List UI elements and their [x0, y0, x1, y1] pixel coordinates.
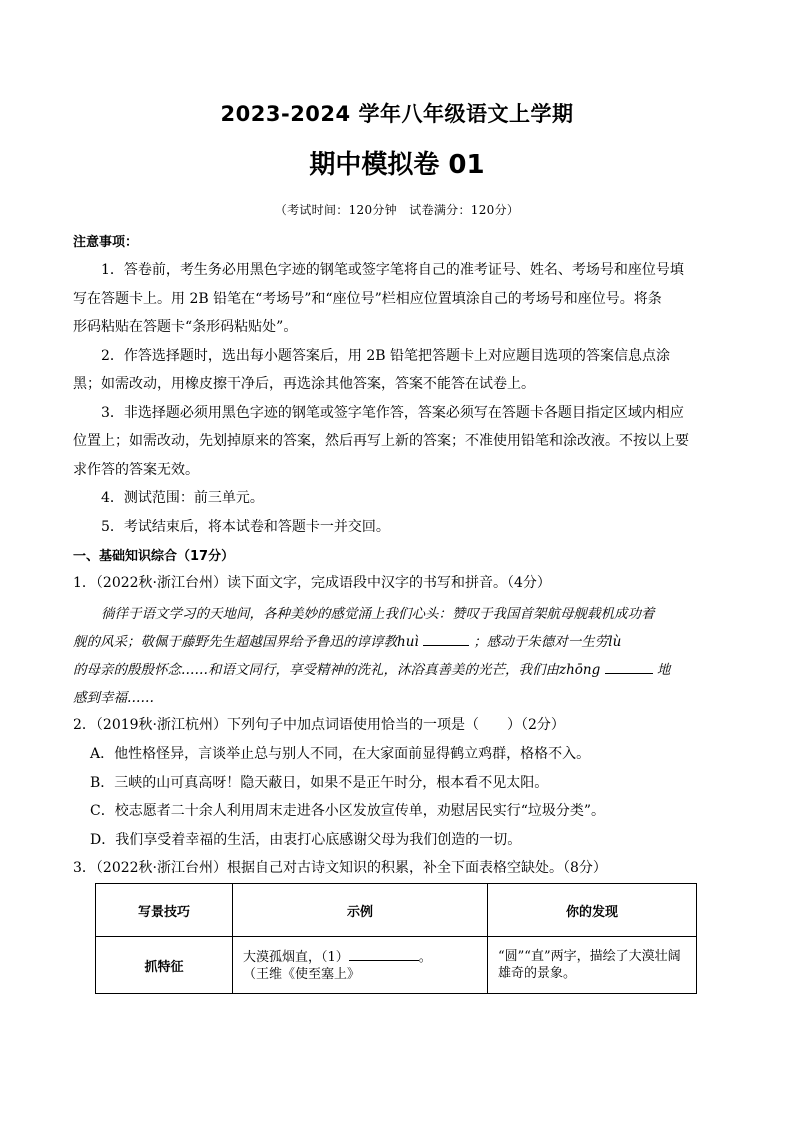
passage-text: 地	[656, 662, 671, 678]
example-cell	[233, 937, 488, 994]
notice-heading: 注意事项：	[73, 235, 139, 250]
passage-text: 的母亲的殷殷怀念……和语文同行，享受精神的洗礼，沐浴真善美的光芒，我们由zhōng	[73, 662, 601, 678]
option-c: C．校志愿者二十余人利用周末走进各小区发放宣传单，劝慰居民实行“垃圾分类”。	[90, 803, 606, 819]
table-header: 示例	[233, 884, 488, 937]
notice-line: 2．作答选择题时，选出每小题答案后，用 2B 铅笔把答题卡上对应题目选项的答案信息点涂	[101, 348, 671, 364]
notice-line: 形码粘贴在答题卡“条形码粘贴处”。	[73, 319, 298, 335]
table-header-row	[96, 884, 697, 937]
technique-cell: 抓特征	[96, 937, 233, 994]
notice-line: 写在答题卡上。用 2B 铅笔在“考场号”和“座位号”栏相应位置填涂自己的考场号和座位号。将条	[73, 291, 662, 307]
section-heading: 一、基础知识综合（17分）	[73, 549, 235, 564]
table-header: 写景技巧	[96, 884, 233, 937]
question-1-stem: 1．（2022秋·浙江台州）读下面文字，完成语段中汉字的书写和拼音。（4分）	[73, 575, 551, 591]
passage-text: ；感动于朱德对一生劳lù	[473, 634, 622, 650]
notice-line: 3．非选择题必须用黑色字迹的钢笔或签字笔作答，答案必须写在答题卡各题目指定区域内相应	[101, 405, 684, 421]
table-row	[96, 937, 697, 994]
notice-line: 1．答卷前，考生务必用黑色字迹的钢笔或签字笔将自己的准考证号、姓名、考场号和座位号填	[101, 262, 684, 278]
passage-line	[73, 630, 621, 650]
passage-line	[73, 658, 670, 678]
finding-cell: “圆”“直”两字，描绘了大漠壮阔雄奇的景象。	[488, 937, 697, 994]
answer-table	[95, 883, 697, 994]
option-a: A．他性格怪异，言谈举止总与别人不同，在大家面前显得鹤立鸡群，格格不入。	[90, 746, 591, 762]
notice-line: 位置上；如需改动，先划掉原来的答案，然后再写上新的答案；不准使用铅笔和涂改液。不按以上要	[73, 433, 689, 449]
answer-blank[interactable]	[349, 948, 419, 961]
notice-line: 5．考试结束后，将本试卷和答题卡一并交回。	[101, 519, 390, 535]
example-source: （王维《使至塞上》	[243, 966, 361, 982]
passage-text: 舰的风采；敬佩于藤野先生超越国界给予鲁迅的谆谆教huì	[73, 634, 419, 650]
exam-info: （考试时间：120分钟 试卷满分：120分）	[274, 203, 520, 217]
passage-line: 徜徉于语文学习的天地间，各种美妙的感觉涌上我们心头：赞叹于我国首架航母舰载机成功着	[101, 606, 655, 622]
table-header: 你的发现	[488, 884, 697, 937]
example-text: 大漠孤烟直，（1）	[243, 949, 349, 965]
notice-line: 求作答的答案无效。	[73, 462, 199, 478]
notice-line: 4．测试范围：前三单元。	[101, 490, 264, 506]
example-text: 。	[418, 949, 432, 965]
exam-title: 2023-2024 学年八年级语文上学期	[220, 102, 574, 126]
exam-subtitle: 期中模拟卷 01	[309, 150, 485, 180]
option-d: D．我们享受着幸福的生活，由衷打心底感谢父母为我们创造的一切。	[90, 832, 522, 848]
option-b: B．三峡的山可真高呀！隐天蔽日，如果不是正午时分，根本看不见太阳。	[90, 775, 549, 791]
answer-blank[interactable]	[423, 631, 469, 646]
question-2-stem: 2．（2019秋·浙江杭州）下列句子中加点词语使用恰当的一项是（ ）（2分）	[73, 717, 565, 733]
question-3-stem: 3．（2022秋·浙江台州）根据自己对古诗文知识的积累，补全下面表格空缺处。（8分）	[73, 860, 607, 876]
answer-blank[interactable]	[605, 659, 653, 674]
passage-line: 感到幸福……	[73, 690, 154, 706]
notice-line: 黑；如需改动，用橡皮擦干净后，再选涂其他答案，答案不能答在试卷上。	[73, 376, 535, 392]
